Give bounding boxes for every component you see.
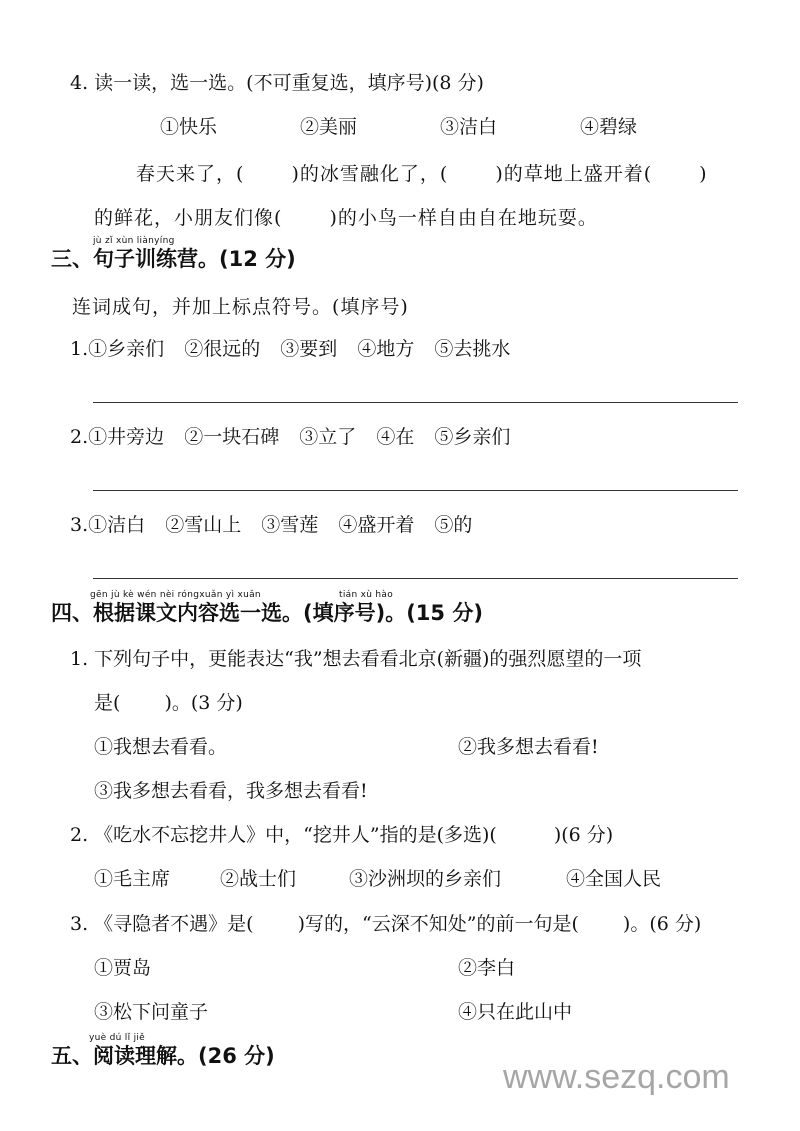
word-1: ①乡亲们: [88, 338, 165, 360]
word-4: ④地方: [357, 338, 415, 360]
answer-line-1[interactable]: [93, 402, 738, 403]
s4-q1-option-1: ①我想去看看。: [94, 736, 228, 758]
s4-q2-option-2: ②战士们: [220, 868, 297, 890]
q4-option-1: ①快乐: [160, 116, 218, 138]
q4-option-4: ④碧绿: [580, 116, 638, 138]
sentence-item-3: [70, 513, 472, 537]
q4-option-3: ③洁白: [440, 116, 498, 138]
s4-q3-option-3: ③松下问童子: [94, 1001, 209, 1023]
word-2: ②一块石碑: [184, 426, 280, 448]
s4-q1-line2: 是( )。(3 分): [94, 692, 243, 714]
word-5: ⑤乡亲们: [434, 426, 511, 448]
sentence-item-1: [70, 337, 510, 361]
q4-passage-line2: 的鲜花，小朋友们像( )的小鸟一样自由自在地玩耍。: [94, 207, 598, 229]
sentence-item-2: [70, 425, 510, 449]
section4-heading: 四、根据课文内容选一选。(填序号)。(15 分): [51, 601, 483, 625]
s4-q3-line1: 3. 《寻隐者不遇》是( )写的，“云深不知处”的前一句是( )。(6 分): [70, 913, 702, 935]
item-number: 1.: [70, 338, 89, 360]
s4-q1-line1: 1. 下列句子中，更能表达“我”想去看看北京(新疆)的强烈愿望的一项: [70, 648, 642, 670]
watermark: www.sezq.com: [503, 1058, 730, 1096]
section4-pinyin-a: gēn jù kè wén nèi róngxuǎn yì xuǎn: [90, 590, 261, 600]
s4-q1-option-2: ②我多想去看看!: [458, 736, 599, 758]
s4-q2-option-1: ①毛主席: [94, 868, 171, 890]
word-2: ②很远的: [184, 338, 261, 360]
section3-instruction: 连词成句，并加上标点符号。(填序号): [72, 296, 409, 318]
section4-pinyin-b: tián xù hào: [339, 590, 394, 600]
q4-option-2: ②美丽: [300, 116, 358, 138]
s4-q2-option-4: ④全国人民: [566, 868, 662, 890]
word-3: ③要到: [280, 338, 338, 360]
q4-title: 4. 读一读，选一选。(不可重复选，填序号)(8 分): [70, 72, 484, 94]
word-1: ①洁白: [88, 514, 146, 536]
word-4: ④盛开着: [338, 514, 415, 536]
item-number: 3.: [70, 514, 89, 536]
q4-passage-line1: 春天来了，( )的冰雪融化了，( )的草地上盛开着( ): [136, 163, 708, 185]
s4-q3-option-2: ②李白: [458, 957, 516, 979]
word-4: ④在: [376, 426, 415, 448]
section5-heading: 五、阅读理解。(26 分): [51, 1044, 275, 1068]
word-3: ③立了: [299, 426, 357, 448]
s4-q2-option-3: ③沙洲坝的乡亲们: [349, 868, 502, 890]
item-number: 2.: [70, 426, 89, 448]
word-3: ③雪莲: [261, 514, 319, 536]
section3-pinyin: jù zǐ xùn liànyíng: [93, 236, 175, 246]
word-2: ②雪山上: [165, 514, 242, 536]
word-5: ⑤去挑水: [434, 338, 511, 360]
answer-line-2[interactable]: [93, 490, 738, 491]
section5-pinyin: yuè dú lǐ jiě: [89, 1033, 146, 1043]
s4-q3-option-4: ④只在此山中: [458, 1001, 573, 1023]
answer-line-3[interactable]: [93, 578, 738, 579]
s4-q2-line1: 2. 《吃水不忘挖井人》中，“挖井人”指的是(多选)( )(6 分): [70, 824, 614, 846]
word-5: ⑤的: [434, 514, 473, 536]
s4-q3-option-1: ①贾岛: [94, 957, 152, 979]
s4-q1-option-3: ③我多想去看看，我多想去看看!: [94, 780, 368, 802]
section3-heading: 三、句子训练营。(12 分): [51, 247, 296, 271]
word-1: ①井旁边: [88, 426, 165, 448]
